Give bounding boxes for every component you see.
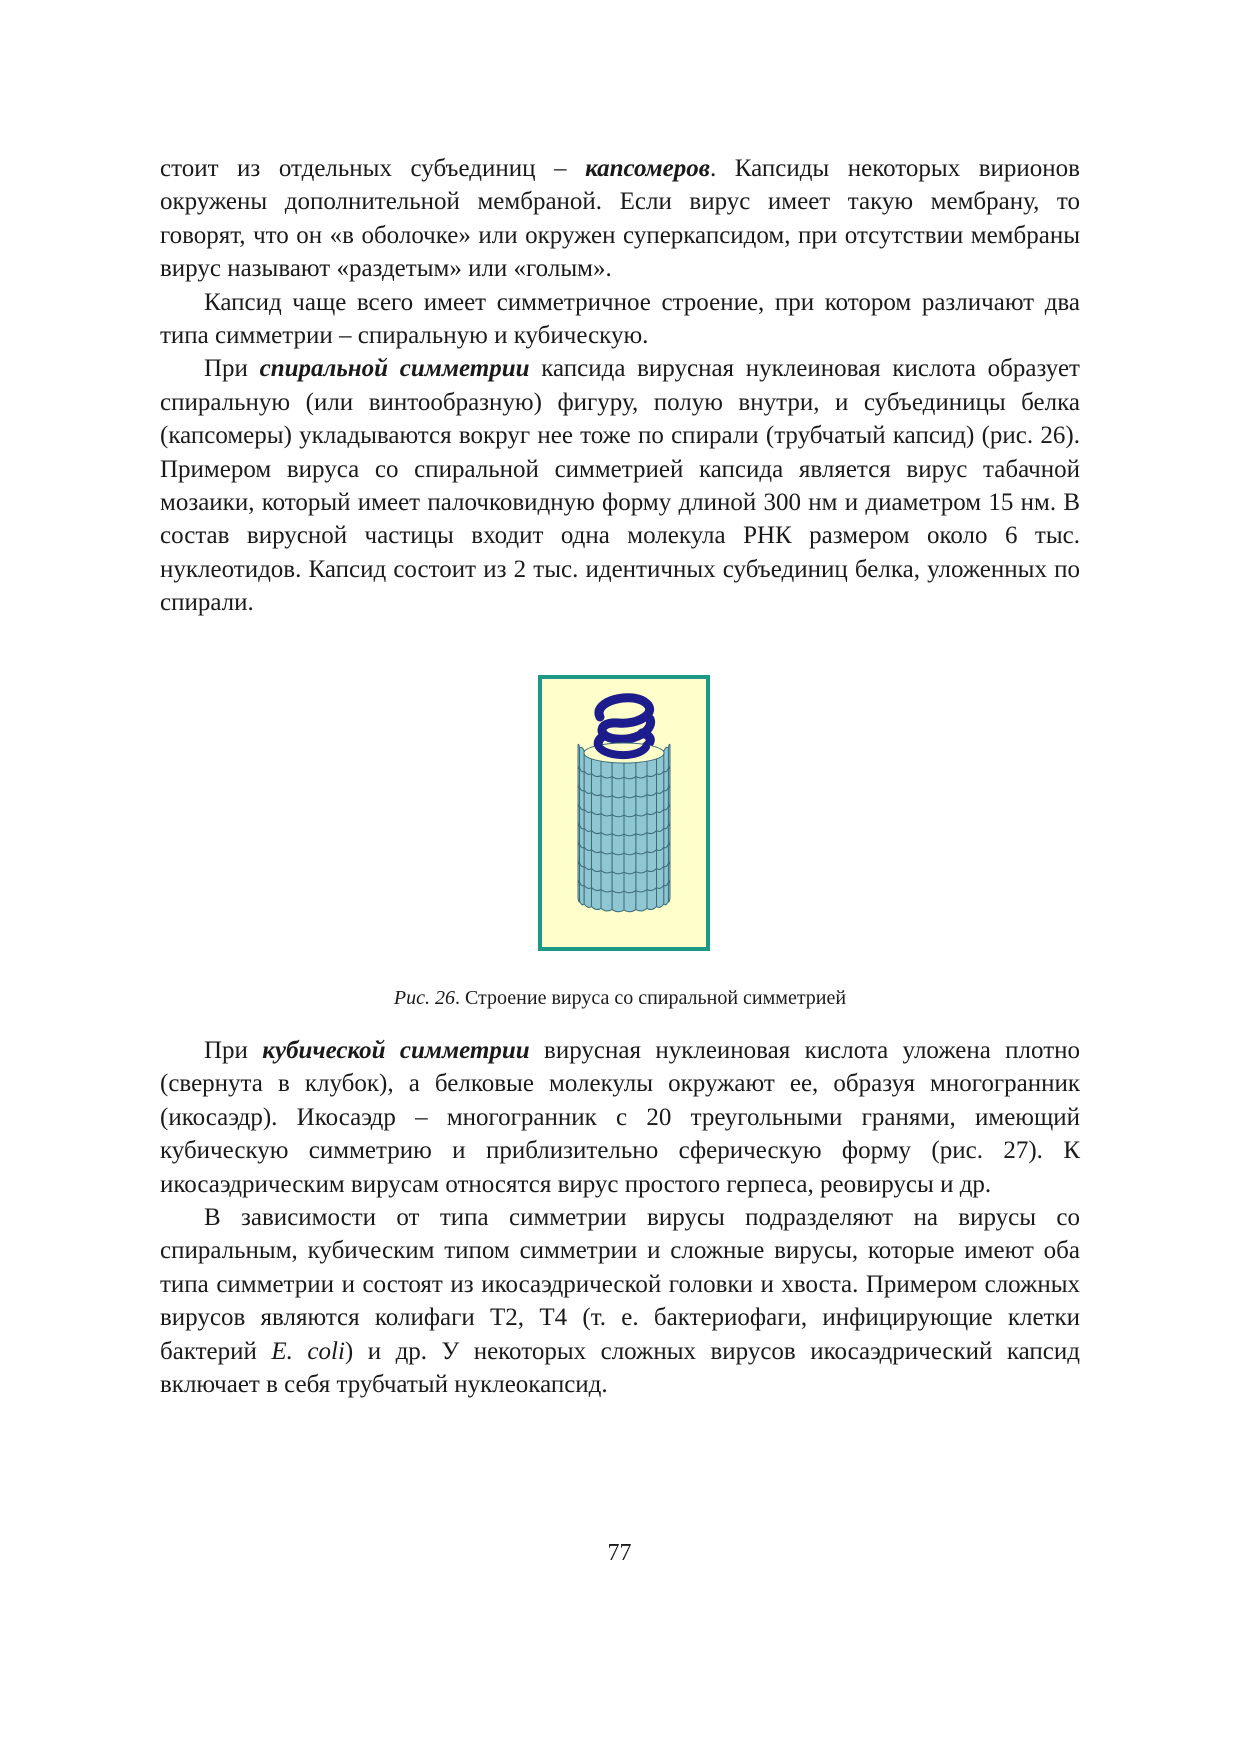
caption-text: . Строение вируса со спиральной симметрией (454, 987, 847, 1009)
capsomere (668, 744, 670, 769)
figure-helical-virus (538, 675, 710, 951)
text-run: В зависимости от типа симметрии вирусы подразделяют на вирусы со спиральным, кубическим типом симметрии и сложные вирусы, которые имеют оба типа симметрии и состоят из икосаэдрической головки и хвоста. Примером сложных вирусов являются колифаги Т2, Т4 (т. е. бактериофаги, инфицирующие клетки бактерий (160, 1204, 1080, 1365)
paragraph (160, 286, 1080, 353)
text-block-top (160, 152, 1080, 620)
text-run: При (204, 355, 260, 383)
figure-caption (160, 986, 1080, 1010)
text-block-bottom (160, 1034, 1080, 1401)
capsomere (580, 747, 585, 772)
latin-name: E. coli (271, 1337, 345, 1365)
helical-virus-illustration (542, 679, 706, 947)
paragraph (160, 1201, 1080, 1401)
text-run: При (204, 1037, 263, 1064)
text-run: ) и др. У некоторых сложных вирусов икосаэдрический капсид включает в себя трубчатый нуклеокапсид. (160, 1337, 1080, 1399)
term-cubic-symmetry: кубической симметрии (262, 1037, 530, 1064)
page-number: 77 (607, 1540, 632, 1566)
text-run: Капсид чаще всего имеет симметричное строение, при котором различают два типа симметрии – спиральную и кубическую. (160, 288, 1080, 350)
paragraph (160, 1034, 1080, 1201)
text-run: вирусная нуклеиновая кислота уложена плотно (свернута в клубок), а белковые молекулы окружают ее, образуя многогранник (икосаэдр). Икосаэдр – многогранник с 20 треугольными гранями, имеющий кубическую симметрию и приблизительно сферическую форму (рис. 27). К икосаэдрическим вирусам относятся вирус простого герпеса, реовирусы и др. (160, 1037, 1081, 1198)
capsomere (664, 747, 669, 772)
text-run: капсида вирусная нуклеиновая кислота образует спиральную (или винтообразную) фигуру, полую внутри, и субъединицы белка (капсомеры) укладываются вокруг нее тоже по спирали (трубчатый капсид) (рис. 26). Примером вируса со спиральной симметрией капсида является вирус табачной мозаики, который имеет палочковидную форму длиной 300 нм и диаметром 15 нм. В состав вирусной частицы входит одна молекула РНК размером около 6 тыс. нуклеотидов. Капсид состоит из 2 тыс. идентичных субъединиц белка, уложенных по спирали. (160, 355, 1080, 617)
term-helical-symmetry: спиральной симметрии (259, 355, 530, 383)
paragraph (160, 152, 1080, 286)
text-run: стоит из отдельных субъединиц – (160, 155, 586, 182)
term-capsomeres: капсомеров (585, 155, 710, 182)
paragraph (160, 352, 1080, 619)
caption-label: Рис. 26 (393, 987, 455, 1009)
text-run: . Капсиды некоторых вирионов окружены дополнительной мембраной. Если вирус имеет такую мембрану, то говорят, что он «в оболочке» или окружен суперкапсидом, при отсутствии мембраны вирус называют «раздетым» или «голым». (160, 155, 1080, 283)
